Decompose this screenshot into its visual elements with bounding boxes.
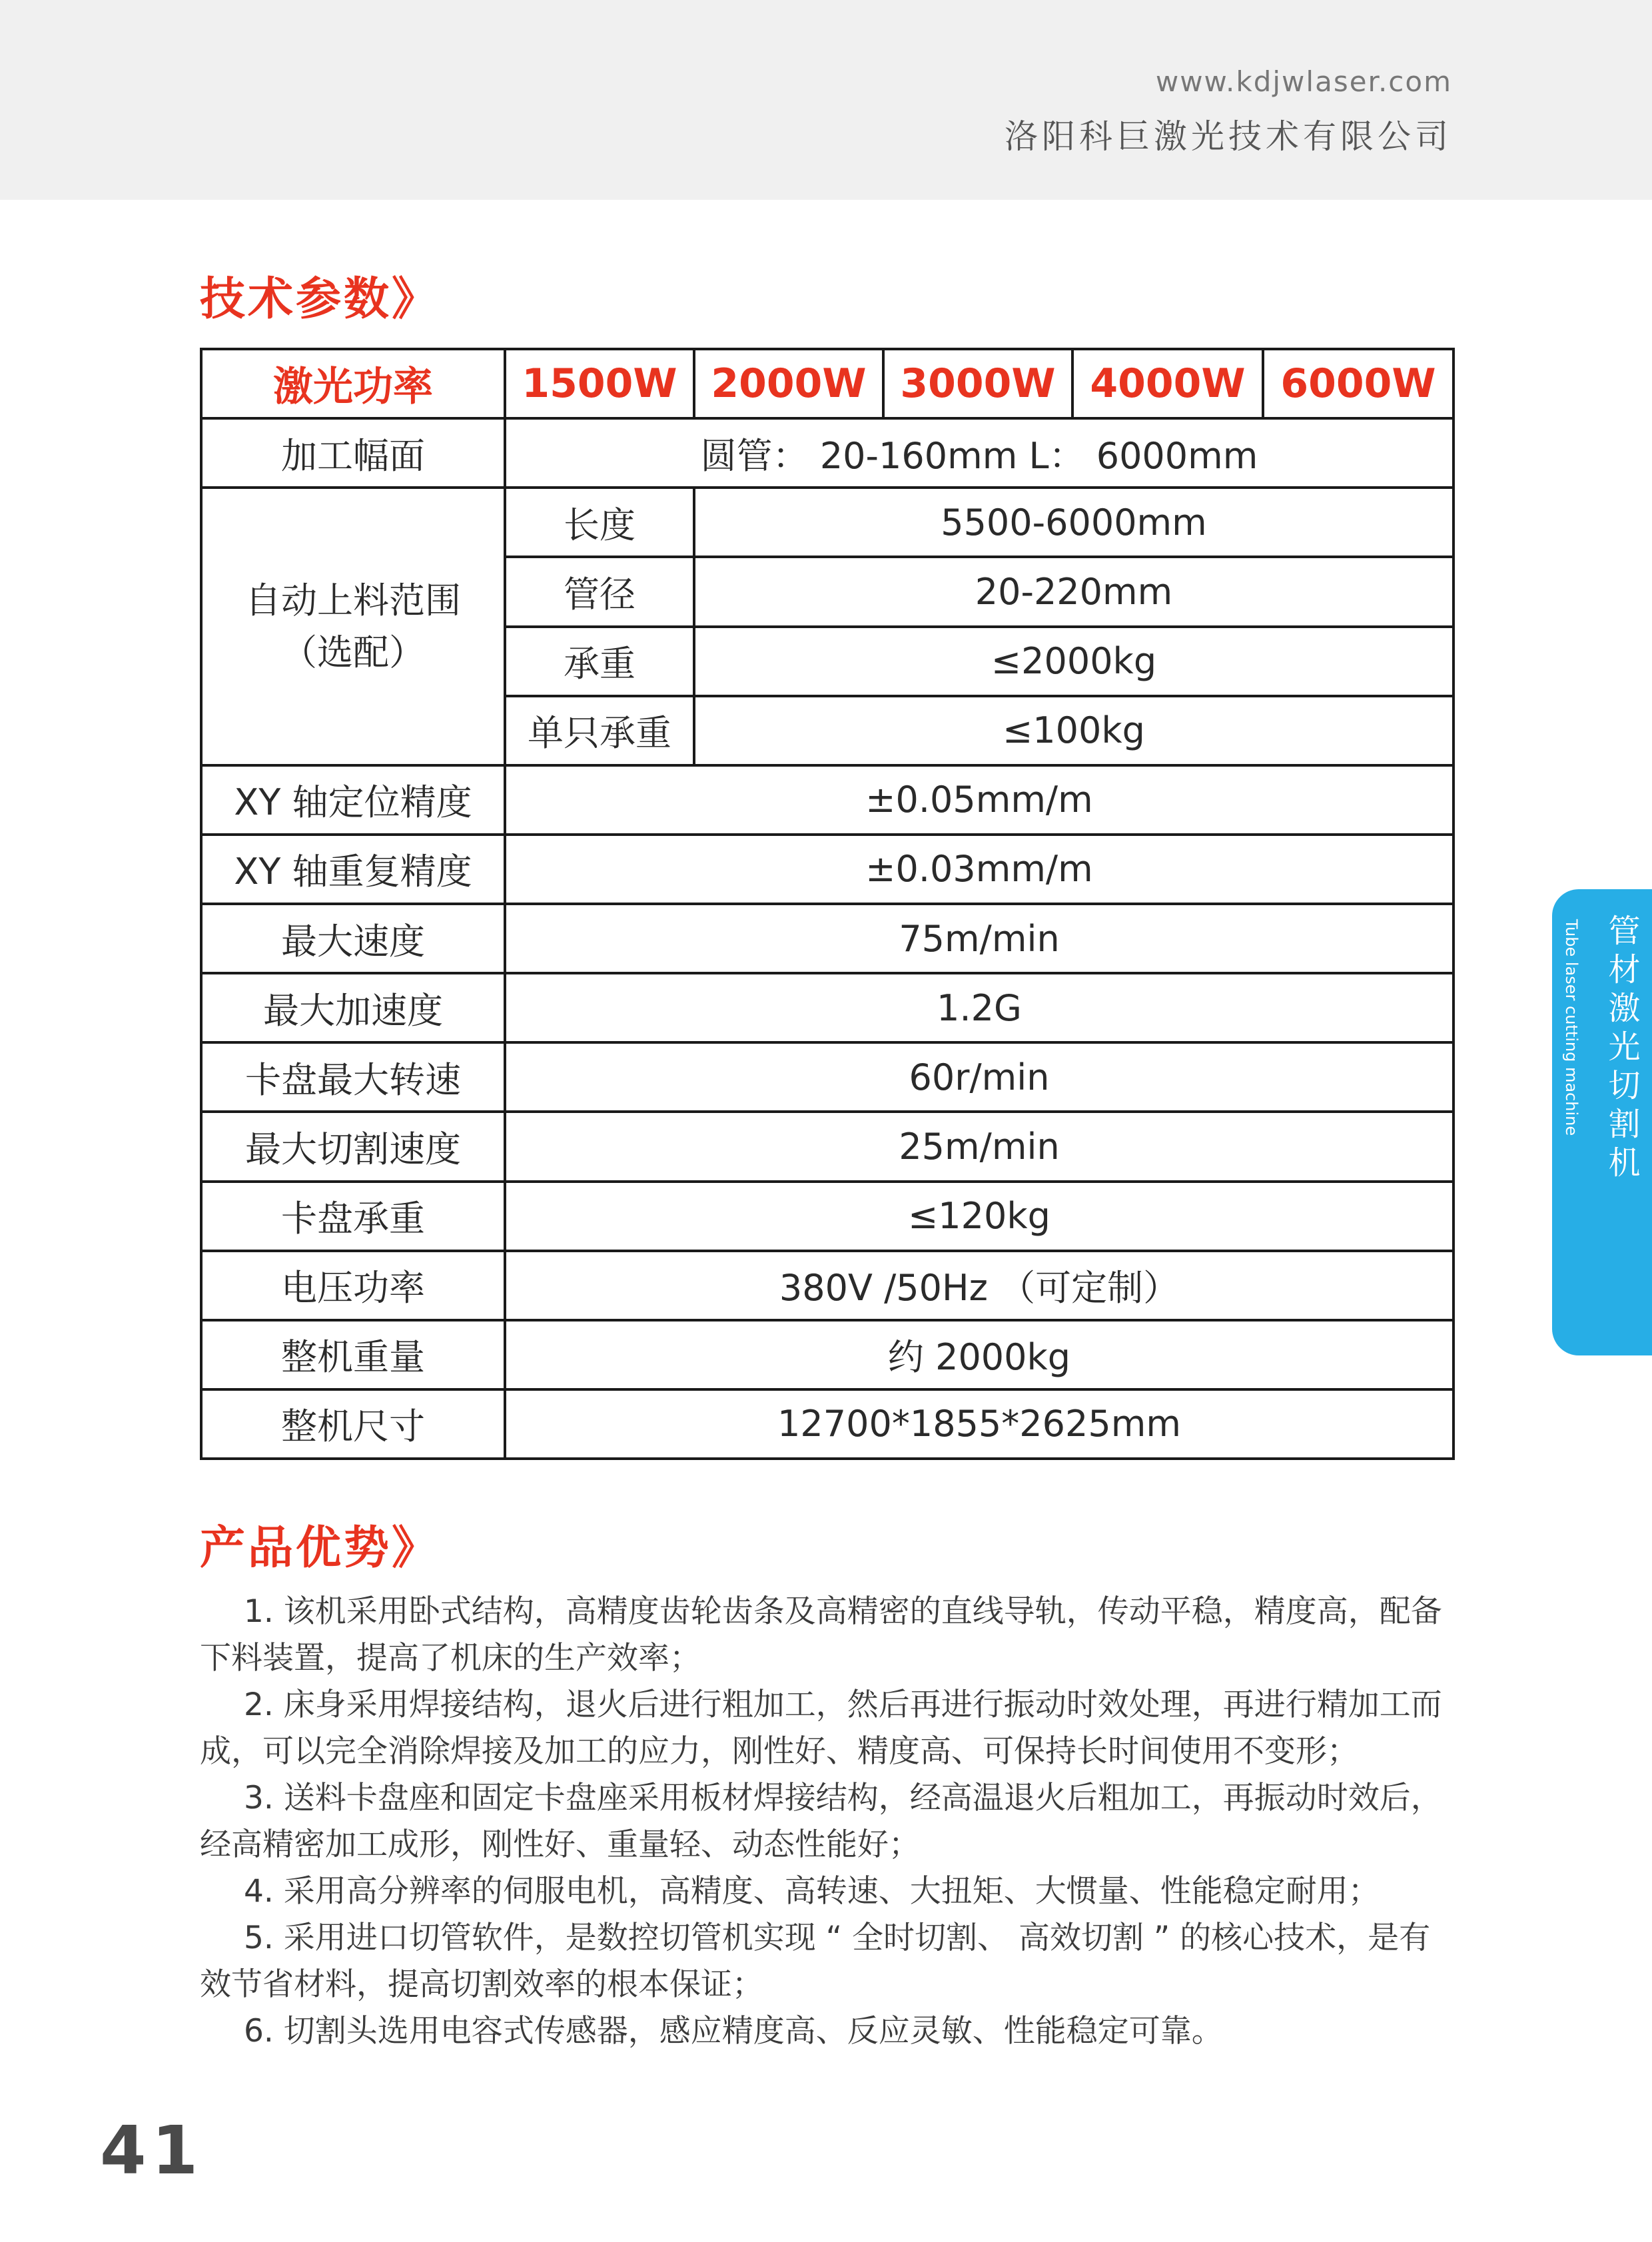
spec-value: ±0.03mm/m [505,835,1453,904]
power-option: 4000W [1072,349,1263,418]
table-row [201,1042,1453,1112]
spec-value: ≤100kg [694,696,1453,765]
auto-loading-label-main: 自动上料范围 [245,579,461,621]
spec-value: 75m/min [505,904,1453,973]
spec-label: XY 轴定位精度 [201,765,505,835]
spec-label: 卡盘承重 [201,1182,505,1251]
spec-value: 5500-6000mm [694,488,1453,557]
spec-sublabel: 管径 [505,557,694,626]
table-row [201,418,1453,488]
specs-section-title: 技术参数》 [200,273,440,326]
side-tab-subtitle: Tube laser cutting machine [1562,919,1581,1136]
spec-value: ≤2000kg [694,627,1453,696]
page-number: 41 [100,2111,204,2189]
laser-power-label: 激光功率 [201,349,505,418]
spec-sublabel: 长度 [505,488,694,557]
spec-label: 整机重量 [201,1320,505,1389]
advantage-item: 2. 床身采用焊接结构，退火后进行粗加工，然后再进行振动时效处理，再进行精加工而成，可以完全消除焊接及加工的应力，刚性好、精度高、可保持长时间使用不变形； [200,1686,1442,1770]
spec-value: 20-220mm [694,557,1453,626]
table-row [201,765,1453,835]
advantages-section-title: 产品优势》 [200,1522,440,1575]
advantage-item: 6. 切割头选用电容式传感器，感应精度高、反应灵敏、性能稳定可靠。 [244,2013,1223,2050]
header-band [0,0,1652,200]
auto-loading-label [201,488,505,765]
table-row [201,1112,1453,1181]
table-row [201,1251,1453,1320]
spec-value: 12700*1855*2625mm [505,1389,1453,1459]
spec-value: 25m/min [505,1112,1453,1181]
table-row [201,973,1453,1042]
side-tab-title: 管材激光切割机 [1603,914,1640,1184]
advantage-item: 1. 该机采用卧式结构，高精度齿轮齿条及高精密的直线导轨，传动平稳，精度高，配备下料装置，提高了机床的生产效率； [200,1593,1442,1677]
spec-value: 约 2000kg [505,1320,1453,1389]
spec-value: 60r/min [505,1042,1453,1112]
specs-table [200,348,1455,1460]
spec-value: 380V /50Hz （可定制） [505,1251,1453,1320]
spec-value: ±0.05mm/m [505,765,1453,835]
power-option: 6000W [1263,349,1453,418]
advantage-item: 5. 采用进口切管软件，是数控切管机实现 “ 全时切割、 高效切割 ” 的核心技术，是有效节省材料，提高切割效率的根本保证； [200,1920,1431,2003]
advantage-item: 3. 送料卡盘座和固定卡盘座采用板材焊接结构，经高温退火后粗加工，再振动时效后，经高精密加工成形，刚性好、重量轻、动态性能好； [200,1780,1442,1863]
spec-label: 最大速度 [201,904,505,973]
table-row [201,1182,1453,1251]
power-option: 1500W [505,349,694,418]
spec-sublabel: 单只承重 [505,696,694,765]
power-option: 2000W [694,349,883,418]
table-row [201,488,1453,557]
table-row [201,349,1453,418]
advantages-list [200,1589,1452,2055]
spec-label: 最大加速度 [201,973,505,1042]
spec-value: ≤120kg [505,1182,1453,1251]
spec-value: 圆管： 20-160mm L： 6000mm [505,418,1453,488]
power-option: 3000W [883,349,1072,418]
table-row [201,1320,1453,1389]
spec-label: XY 轴重复精度 [201,835,505,904]
table-row [201,1389,1453,1459]
spec-value: 1.2G [505,973,1453,1042]
company-name: 洛阳科巨激光技术有限公司 [1005,117,1452,156]
spec-label: 最大切割速度 [201,1112,505,1181]
spec-label: 电压功率 [201,1251,505,1320]
table-row [201,835,1453,904]
auto-loading-label-optional: （选配） [281,631,425,673]
spec-label: 加工幅面 [201,418,505,488]
table-row [201,904,1453,973]
website-url[interactable]: www.kdjwlaser.com [1155,65,1452,98]
spec-sublabel: 承重 [505,627,694,696]
advantage-item: 4. 采用高分辨率的伺服电机，高精度、高转速、大扭矩、大惯量、性能稳定耐用； [244,1873,1380,1910]
spec-label: 卡盘最大转速 [201,1042,505,1112]
spec-label: 整机尺寸 [201,1389,505,1459]
